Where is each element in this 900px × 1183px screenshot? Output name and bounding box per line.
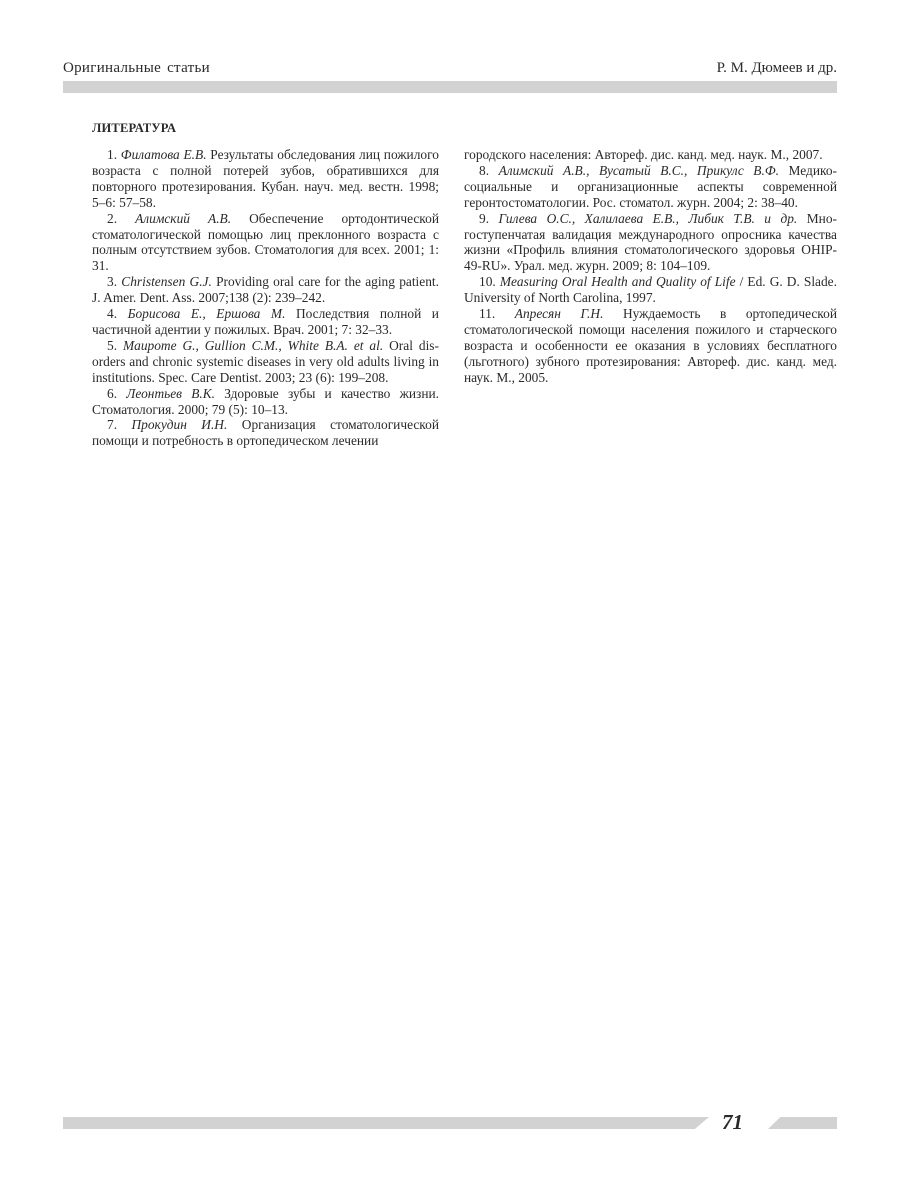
reference-text: Providing oral care for the aging patient. J. Amer. Dent. Ass. 2007;138 (2): 239–242.: [92, 274, 439, 306]
references-heading: ЛИТЕРАТУРА: [92, 121, 177, 135]
reference-text: Многоступенчатая валидация международного опросника качества жизни «Профиль влияния стоматологического здоровья OHIP-49-RU». Урал. мед. журн. 2009; 8: 104–109.: [464, 210, 837, 274]
reference-number: 3.: [107, 274, 118, 290]
running-header-authors: Р. М. Дюмеев и др.: [716, 60, 837, 76]
reference-authors: Борисова Е., Ершова М.: [127, 306, 286, 322]
footer-rule-left: [63, 1117, 709, 1129]
header-rule: [63, 81, 837, 93]
reference-number: 4.: [107, 306, 118, 322]
reference-text: Последствия полной и частичной адентии у пожилых. Врач. 2001; 7: 32–33.: [92, 306, 439, 337]
reference-item: [464, 306, 837, 386]
reference-number: 8.: [479, 162, 490, 178]
reference-authors: Алимский А.В., Вусатый В.С., Прикулс В.Ф.: [498, 162, 779, 178]
reference-item: [92, 274, 439, 306]
reference-item: [92, 211, 439, 275]
reference-item: [92, 306, 439, 338]
references-column-right: [464, 147, 837, 386]
reference-text: Результаты обследования лиц пожилого возраста с полной потерей зубов, обратившихся для повторного протезирования. Кубан. науч. мед. вестн. 1998; 5–6: 57–58.: [92, 147, 439, 210]
reference-text: Медико-социальные и организационные аспекты современной геронтостоматологии. Рос. стоматол. журн. 2004; 2: 38–40.: [464, 162, 837, 210]
reference-authors: Апресян Г.Н.: [514, 306, 604, 322]
reference-number: 9.: [479, 210, 490, 226]
reference-item-continued: [464, 147, 837, 163]
reference-item: [92, 147, 439, 211]
reference-number: 11.: [479, 306, 496, 322]
reference-authors: Алимский А.В.: [135, 210, 232, 226]
reference-number: 5.: [107, 337, 118, 353]
reference-item: [92, 417, 439, 449]
reference-number: 1.: [107, 147, 118, 162]
footer-rule-right: [768, 1117, 837, 1129]
reference-authors: Christensen G.J.: [121, 274, 212, 290]
reference-item: [92, 386, 439, 418]
reference-authors: Гилева О.С., Халилаева Е.В., Либик Т.В. и др.: [498, 210, 798, 226]
reference-authors: Прокудин И.Н.: [131, 417, 228, 433]
reference-authors: Филатова Е.В.: [120, 147, 207, 162]
reference-text: Нуждаемость в ортопедической стоматологической помощи населения пожилого и старческого возраста и особенности ее оказания в условиях бесплатного (льготного) зубного протезирования: Автореф. дис. канд. мед. наук. М., 2005.: [464, 306, 837, 385]
running-header-section: Оригинальные статьи: [63, 60, 210, 76]
reference-text: Обеспечение ортодонтической стоматологической помощью лиц преклонного возраста с полным отсутствием зубов. Стоматология для всех. 2001; 1: 31.: [92, 210, 439, 274]
reference-number: 10.: [479, 274, 496, 290]
reference-number: 6.: [107, 385, 118, 401]
reference-authors: Measuring Oral Health and Quality of Life: [499, 274, 736, 290]
page-number: 71: [722, 1110, 743, 1134]
reference-text: / Ed. G. D. Slade. University of North Carolina, 1997.: [464, 274, 837, 306]
reference-item: [464, 163, 837, 211]
reference-text: Здоровые зубы и качество жизни. Стоматология. 2000; 79 (5): 10–13.: [92, 385, 439, 417]
reference-text: Oral disorders and chronic systemic diseases in very old adults living in institutions. Spec. Care Dentist. 2003; 23 (6): 199–208.: [92, 337, 439, 385]
reference-text: городского населения: Автореф. дис. канд. мед. наук. М., 2007.: [464, 147, 823, 162]
reference-number: 7.: [107, 417, 118, 433]
reference-authors: Леонтьев В.К.: [126, 385, 215, 401]
references-column-left: [92, 147, 439, 449]
reference-authors: Maupome G., Gullion C.M., White B.A. et al.: [122, 337, 384, 353]
reference-item: [464, 274, 837, 306]
reference-text: Организация стоматологической помощи и потребность в ортопедическом лечении: [92, 417, 439, 449]
reference-number: 2.: [107, 210, 118, 226]
reference-item: [464, 211, 837, 275]
reference-item: [92, 338, 439, 386]
